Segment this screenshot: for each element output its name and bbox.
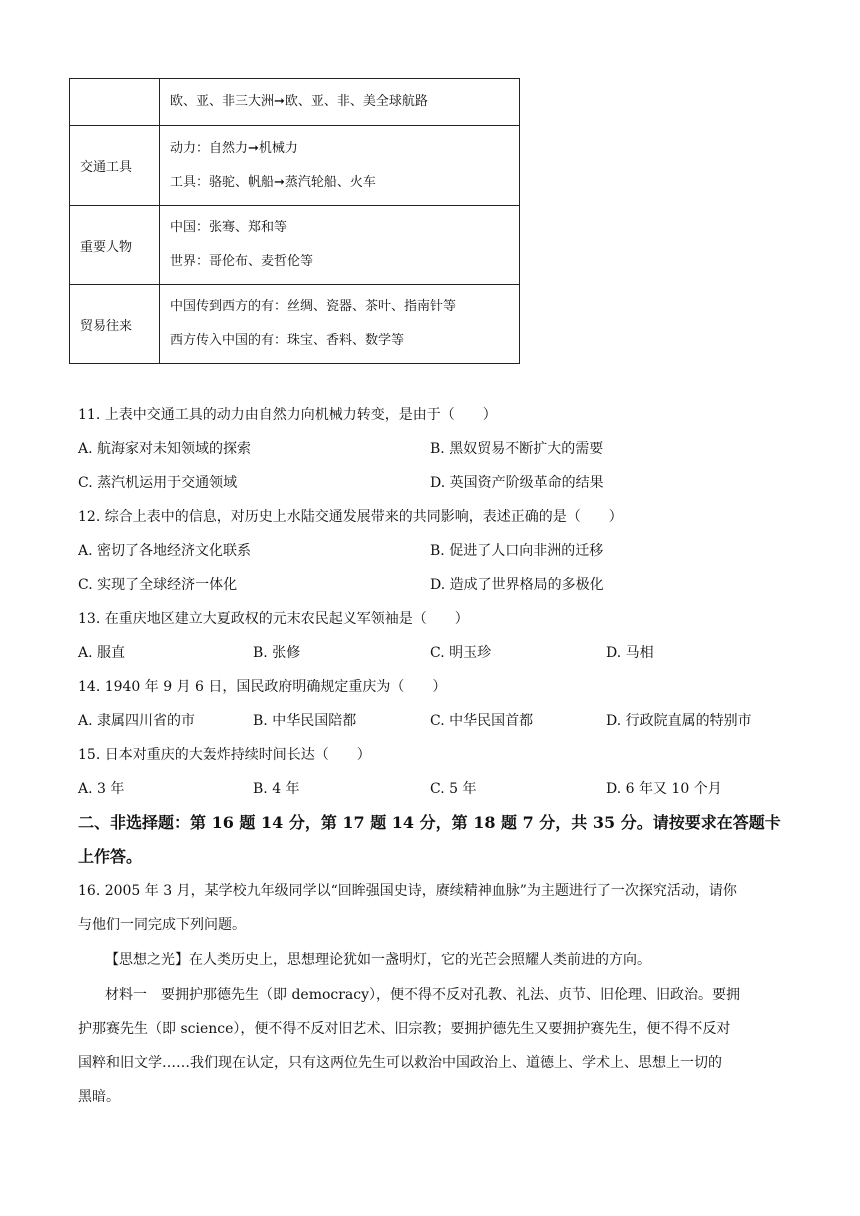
question-12-option-b: B. 促进了人口向非洲的迁移 (430, 543, 604, 559)
row-label: 重要人物 (70, 206, 160, 285)
question-14-option-c: C. 中华民国首都 (430, 713, 534, 729)
section-2-heading-cont: 上作答。 (78, 847, 143, 866)
material-1-line: 黑暗。 (78, 1089, 120, 1105)
row-label: 贸易往来 (70, 285, 160, 364)
question-14-option-d: D. 行政院直属的特别市 (606, 713, 752, 729)
table-row (70, 79, 520, 126)
content-line: 西方传入中国的有：珠宝、香料、数学等 (170, 333, 405, 348)
question-15-option-c: C. 5 年 (430, 781, 477, 797)
question-11-option-d: D. 英国资产阶级革命的结果 (430, 475, 604, 491)
material-1-line: 材料一 要拥护那德先生（即 democracy），便不得不反对孔教、礼法、贞节、旧伦理、旧政治。要拥 (105, 987, 741, 1003)
content-line: 世界：哥伦布、麦哲伦等 (170, 254, 314, 269)
material-1-line: 国粹和旧文学……我们现在认定，只有这两位先生可以救治中国政治上、道德上、学术上、思想上一切的 (78, 1055, 722, 1071)
question-15-option-b: B. 4 年 (253, 781, 300, 797)
row-content (160, 79, 520, 126)
summary-table (69, 78, 520, 364)
question-15-option-d: D. 6 年又 10 个月 (606, 781, 722, 797)
question-13-option-d: D. 马相 (606, 645, 654, 661)
question-16-stem: 16. 2005 年 3 月，某学校九年级同学以“回眸强国史诗，赓续精神血脉”为主题进行了一次探究活动，请你 (78, 883, 737, 899)
section-2-heading: 二、非选择题：第 16 题 14 分，第 17 题 14 分，第 18 题 7 分，共 35 分。请按要求在答题卡 (78, 813, 781, 832)
question-12-stem: 12. 综合上表中的信息，对历史上水陆交通发展带来的共同影响，表述正确的是（ ） (78, 509, 623, 525)
question-14-option-b: B. 中华民国陪都 (253, 713, 357, 729)
question-13-option-c: C. 明玉珍 (430, 645, 492, 661)
table-row (70, 285, 520, 364)
question-13-option-b: B. 张修 (253, 645, 301, 661)
content-line: 欧、亚、非三大洲➞欧、亚、非、美全球航路 (170, 94, 428, 109)
question-13-option-a: A. 服直 (78, 645, 126, 661)
question-11-option-a: A. 航海家对未知领域的探索 (78, 441, 252, 457)
row-content (160, 206, 520, 285)
question-13-stem: 13. 在重庆地区建立大夏政权的元末农民起义军领袖是（ ） (78, 611, 469, 627)
row-label (70, 79, 160, 126)
question-14-option-a: A. 隶属四川省的市 (78, 713, 196, 729)
question-11-stem: 11. 上表中交通工具的动力由自然力向机械力转变，是由于（ ） (78, 407, 497, 423)
question-15-option-a: A. 3 年 (78, 781, 125, 797)
row-content (160, 285, 520, 364)
content-line: 动力：自然力➞机械力 (170, 140, 298, 156)
row-content (160, 126, 520, 206)
question-12-option-c: C. 实现了全球经济一体化 (78, 577, 238, 593)
question-16-stem-cont: 与他们一同完成下列问题。 (78, 917, 246, 933)
table-row (70, 206, 520, 285)
question-14-stem: 14. 1940 年 9 月 6 日，国民政府明确规定重庆为（ ） (78, 679, 447, 695)
section-intro-thought: 【思想之光】在人类历史上，思想理论犹如一盏明灯，它的光芒会照耀人类前进的方向。 (105, 952, 651, 968)
question-12-option-d: D. 造成了世界格局的多极化 (430, 577, 604, 593)
content-line: 中国传到西方的有：丝绸、瓷器、茶叶、指南针等 (170, 299, 457, 314)
question-12-option-a: A. 密切了各地经济文化联系 (78, 543, 252, 559)
content-line: 中国：张骞、郑和等 (170, 220, 288, 235)
question-11-option-c: C. 蒸汽机运用于交通领域 (78, 475, 238, 491)
table-row (70, 126, 520, 206)
material-1-line: 护那赛先生（即 science），便不得不反对旧艺术、旧宗教；要拥护德先生又要拥护赛先生，便不得不反对 (78, 1021, 731, 1037)
question-11-option-b: B. 黑奴贸易不断扩大的需要 (430, 441, 604, 457)
question-15-stem: 15. 日本对重庆的大轰炸持续时间长达（ ） (78, 747, 371, 763)
content-line: 工具：骆驼、帆船➞蒸汽轮船、火车 (170, 174, 376, 190)
row-label: 交通工具 (70, 126, 160, 206)
